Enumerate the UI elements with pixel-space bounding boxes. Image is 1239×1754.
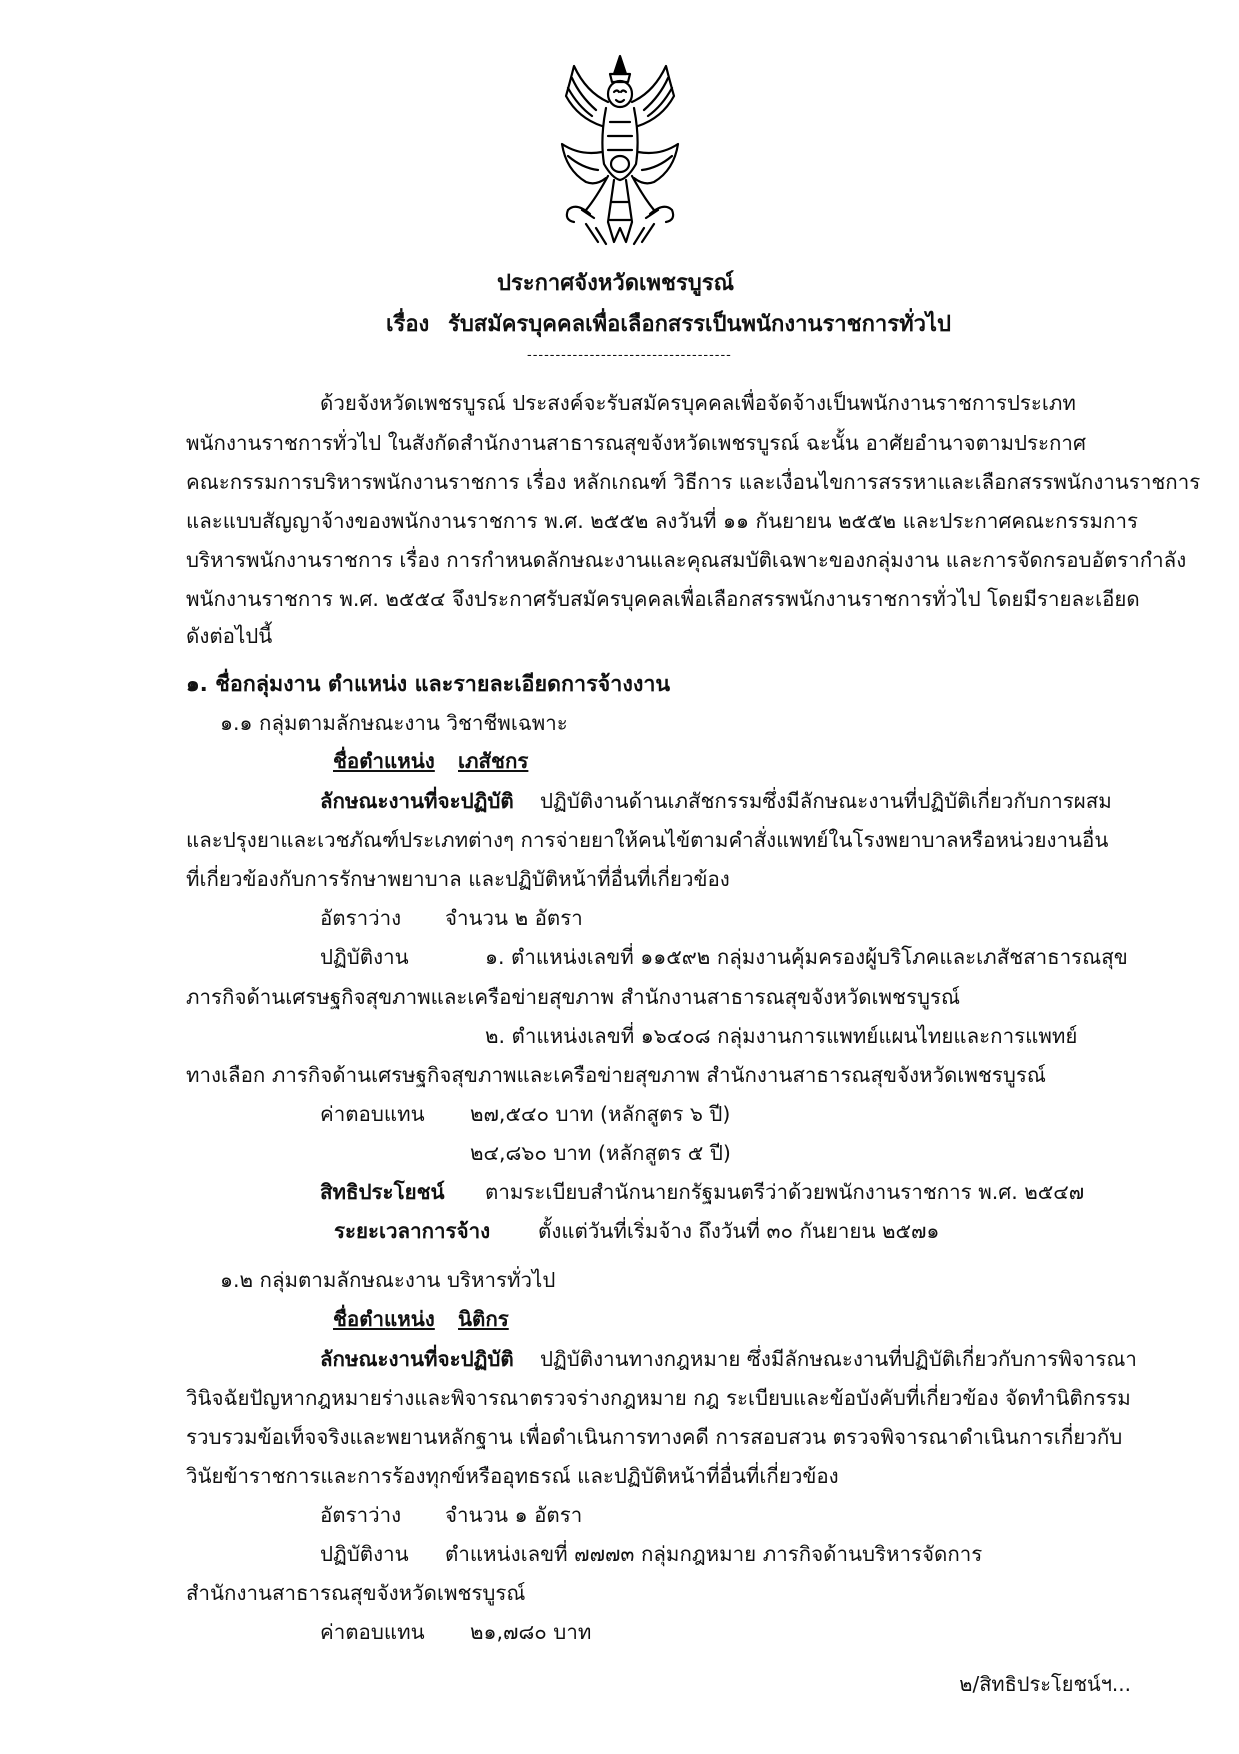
group2-vacancy-label: อัตราว่าง	[320, 1503, 402, 1527]
group1-pay-label: ค่าตอบแทน	[320, 1102, 425, 1126]
group1-work-line: ทางเลือก ภารกิจด้านเศรษฐกิจสุขภาพและเครือข่ายสุขภาพ สำนักงานสาธารณสุขจังหวัดเพชรบูรณ์	[186, 1063, 1046, 1087]
group2-vacancy: จำนวน ๑ อัตรา	[445, 1503, 583, 1527]
group1-period: ตั้งแต่วันที่เริ่มจ้าง ถึงวันที่ ๓๐ กันยายน ๒๕๗๑	[538, 1219, 940, 1243]
group2-position: นิติกร	[458, 1307, 509, 1331]
group1-pay-line: ๒๗,๕๔๐ บาท (หลักสูตร ๖ ปี)	[470, 1102, 731, 1126]
group1-duty-line: ที่เกี่ยวข้องกับการรักษาพยาบาล และปฏิบัติหน้าที่อื่นที่เกี่ยวข้อง	[186, 867, 730, 891]
group1-duty-line: ปฏิบัติงานด้านเภสัชกรรมซึ่งมีลักษณะงานที่ปฏิบัติเกี่ยวกับการผสม	[540, 789, 1112, 813]
intro-line: บริหารพนักงานราชการ เรื่อง การกำหนดลักษณะงานและคุณสมบัติเฉพาะของกลุ่มงาน และการจัดกรอบอัตรากำลัง	[186, 548, 1187, 572]
group1-duty-line: และปรุงยาและเวชภัณฑ์ประเภทต่างๆ การจ่ายยาให้คนไข้ตามคำสั่งแพทย์ในโรงพยาบาลหรือหน่วยงานอื่น	[186, 828, 1109, 852]
group2-duty-line: วินิจฉัยปัญหากฎหมายร่างและพิจารณาตรวจร่างกฎหมาย กฎ ระเบียบและข้อบังคับที่เกี่ยวข้อง จัดทำนิติกรรม	[186, 1386, 1131, 1410]
intro-line: ดังต่อไปนี้	[186, 624, 273, 648]
subject-label: เรื่อง	[386, 312, 430, 337]
group2-duty-line: วินัยข้าราชการและการร้องทุกข์หรืออุทธรณ์ และปฏิบัติหน้าที่อื่นที่เกี่ยวข้อง	[186, 1464, 839, 1488]
intro-line: คณะกรรมการบริหารพนักงานราชการ เรื่อง หลักเกณฑ์ วิธีการ และเงื่อนไขการสรรหาและเลือกสรรพนักงานราชการ	[186, 470, 1201, 494]
group1-position-label: ชื่อตำแหน่ง	[333, 749, 435, 773]
group1-benefit-label: สิทธิประโยชน์	[320, 1180, 445, 1204]
announcement-title: ประกาศจังหวัดเพชรบูรณ์	[497, 271, 734, 296]
group2-duty-label: ลักษณะงานที่จะปฏิบัติ	[320, 1347, 514, 1371]
section1-heading: ๑. ชื่อกลุ่มงาน ตำแหน่ง และรายละเอียดการจ้างงาน	[186, 672, 671, 697]
group2-work-line: สำนักงานสาธารณสุขจังหวัดเพชรบูรณ์	[186, 1581, 526, 1605]
group1-benefit: ตามระเบียบสำนักนายกรัฐมนตรีว่าด้วยพนักงานราชการ พ.ศ. ๒๕๔๗	[485, 1180, 1085, 1204]
group1-position: เภสัชกร	[458, 749, 529, 773]
group2-position-label: ชื่อตำแหน่ง	[333, 1307, 435, 1331]
group2-duty-line: ปฏิบัติงานทางกฎหมาย ซึ่งมีลักษณะงานที่ปฏิบัติเกี่ยวกับการพิจารณา	[540, 1347, 1137, 1371]
title-separator: ------------------------------------	[527, 348, 732, 363]
group1-work-label: ปฏิบัติงาน	[320, 945, 409, 969]
group2-pay: ๒๑,๗๘๐ บาท	[470, 1620, 592, 1644]
intro-line: พนักงานราชการทั่วไป ในสังกัดสำนักงานสาธารณสุขจังหวัดเพชรบูรณ์ ฉะนั้น อาศัยอำนาจตามประกาศ	[186, 431, 1086, 455]
group1-work-line: ภารกิจด้านเศรษฐกิจสุขภาพและเครือข่ายสุขภาพ สำนักงานสาธารณสุขจังหวัดเพชรบูรณ์	[186, 985, 961, 1009]
announcement-subject: รับสมัครบุคคลเพื่อเลือกสรรเป็นพนักงานราชการทั่วไป	[448, 312, 951, 337]
group2-pay-label: ค่าตอบแทน	[320, 1620, 425, 1644]
group2-work-label: ปฏิบัติงาน	[320, 1542, 409, 1566]
group1-work-line: ๑. ตำแหน่งเลขที่ ๑๑๕๙๒ กลุ่มงานคุ้มครองผู้บริโภคและเภสัชสาธารณสุข	[485, 945, 1128, 969]
intro-line: ด้วยจังหวัดเพชรบูรณ์ ประสงค์จะรับสมัครบุคคลเพื่อจัดจ้างเป็นพนักงานราชการประเภท	[320, 391, 1076, 415]
group1-period-label: ระยะเวลาการจ้าง	[334, 1219, 491, 1243]
intro-line: พนักงานราชการ พ.ศ. ๒๕๕๔ จึงประกาศรับสมัครบุคคลเพื่อเลือกสรรพนักงานราชการทั่วไป โดยมีรายละเอียด	[186, 587, 1140, 611]
group1-vacancy-label: อัตราว่าง	[320, 906, 402, 930]
page-continuation: ๒/สิทธิประโยชน์ฯ...	[959, 1672, 1131, 1696]
intro-line: และแบบสัญญาจ้างของพนักงานราชการ พ.ศ. ๒๕๕๒ ลงวันที่ ๑๑ กันยายน ๒๕๕๒ และประกาศคณะกรรมการ	[186, 509, 1138, 533]
group1-duty-label: ลักษณะงานที่จะปฏิบัติ	[320, 789, 514, 813]
group2-work-line: ตำแหน่งเลขที่ ๗๗๗๓ กลุ่มกฎหมาย ภารกิจด้านบริหารจัดการ	[445, 1542, 983, 1566]
group2-duty-line: รวบรวมข้อเท็จจริงและพยานหลักฐาน เพื่อดำเนินการทางคดี การสอบสวน ตรวจพิจารณาดำเนินการเกี่ยวกับ	[186, 1425, 1123, 1449]
group2-heading: ๑.๒ กลุ่มตามลักษณะงาน บริหารทั่วไป	[220, 1268, 556, 1292]
group1-vacancy: จำนวน ๒ อัตรา	[445, 906, 583, 930]
group1-work-line: ๒. ตำแหน่งเลขที่ ๑๖๔๐๘ กลุ่มงานการแพทย์แผนไทยและการแพทย์	[485, 1024, 1078, 1048]
group1-pay-line: ๒๔,๘๖๐ บาท (หลักสูตร ๕ ปี)	[470, 1141, 731, 1165]
garuda-emblem-icon	[556, 52, 684, 248]
group1-heading: ๑.๑ กลุ่มตามลักษณะงาน วิชาชีพเฉพาะ	[220, 711, 568, 735]
